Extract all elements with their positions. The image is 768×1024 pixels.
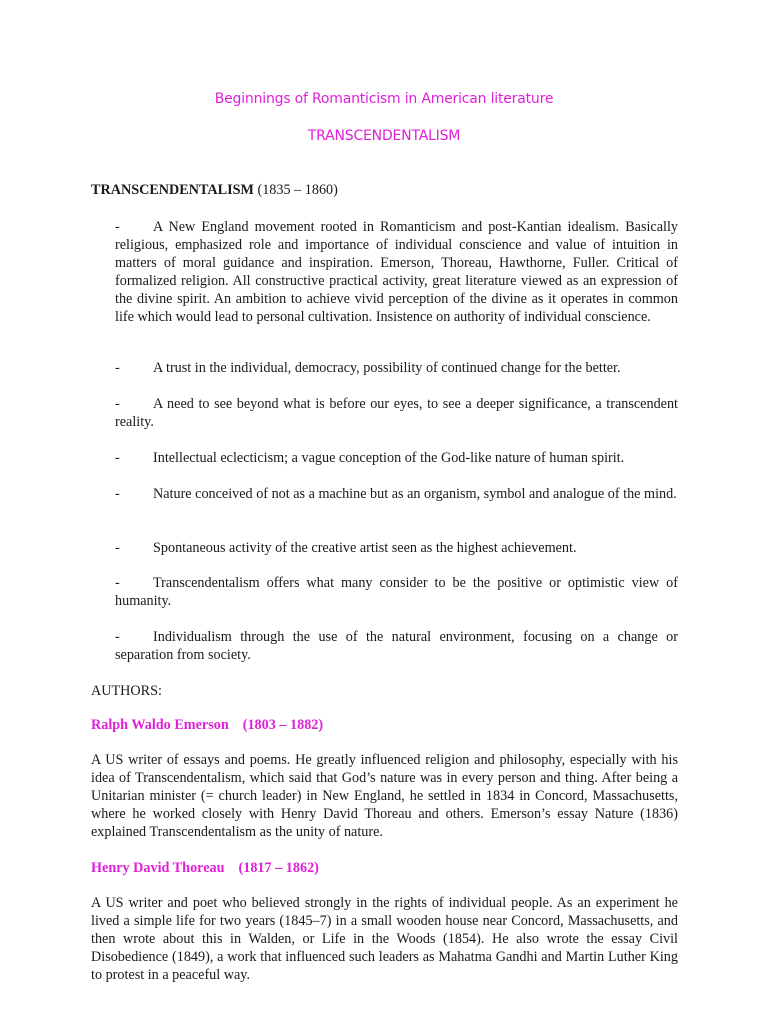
bullet-marker: - <box>115 575 120 591</box>
bullet-marker: - <box>115 486 120 502</box>
author-name-emerson <box>91 717 323 734</box>
section-dates: (1835 – 1860) <box>257 182 338 198</box>
document-title: Beginnings of Romanticism in American literature <box>214 91 554 107</box>
bullet-text: Intellectual eclecticism; a vague conception of the God-like nature of human spirit. <box>153 450 625 466</box>
author-dates: (1803 – 1882) <box>242 717 324 733</box>
section-term: TRANSCENDENTALISM <box>91 182 254 198</box>
bullet-item <box>115 219 678 326</box>
bullet-text: Spontaneous activity of the creative artist seen as the highest achievement. <box>153 540 577 556</box>
bullet-item <box>115 396 678 432</box>
bullet-item <box>115 450 678 468</box>
authors-label: AUTHORS: <box>91 683 162 699</box>
bullet-text: Nature conceived of not as a machine but as an organism, symbol and analogue of the mind. <box>153 486 677 502</box>
bullet-marker: - <box>115 629 120 645</box>
bullet-item <box>115 540 678 558</box>
author-name-thoreau <box>91 860 319 877</box>
bullet-marker: - <box>115 450 120 466</box>
bullet-text: A need to see beyond what is before our eyes, to see a deeper significance, a transcendent reality. <box>115 396 678 430</box>
document-subtitle: TRANSCENDENTALISM <box>307 128 461 144</box>
bullet-text: A trust in the individual, democracy, possibility of continued change for the better. <box>153 360 621 376</box>
author-bio-emerson: A US writer of essays and poems. He greatly influenced religion and philosophy, especially with his idea of Transcendentalism, which said that God’s nature was in every person and thing. After being a Unitarian minister (= church leader) in New England, he settled in 1834 in Concord, Massachusetts, where he worked closely with Henry David Thoreau and others. Emerson’s essay Nature (1836) explained Transcendentalism as the unity of nature. <box>91 752 678 840</box>
bullet-item <box>115 486 678 504</box>
author-name-text: Henry David Thoreau <box>91 860 225 876</box>
bullet-marker: - <box>115 219 120 235</box>
bullet-text: Individualism through the use of the natural environment, focusing on a change or separation from society. <box>115 629 678 663</box>
bullet-text: A New England movement rooted in Romanticism and post-Kantian idealism. Basically religious, emphasized role and importance of individual conscience and value of intuition in matters of moral guidance and inspiration. Emerson, Thoreau, Hawthorne, Fuller. Critical of formalized religion. All constructive practical activity, great literature viewed as an expression of the divine spirit. An ambition to achieve vivid perception of the divine as it operates in common life which would lead to personal cultivation. Insistence on authority of individual conscience. <box>115 219 678 325</box>
bullet-item <box>115 629 678 665</box>
bullet-item <box>115 360 678 378</box>
bullet-marker: - <box>115 360 120 376</box>
bullet-marker: - <box>115 396 120 412</box>
bullet-item <box>115 575 678 611</box>
bullet-marker: - <box>115 540 120 556</box>
bullet-text: Transcendentalism offers what many consider to be the positive or optimistic view of humanity. <box>115 575 678 609</box>
author-name-text: Ralph Waldo Emerson <box>91 717 229 733</box>
author-bio-thoreau: A US writer and poet who believed strongly in the rights of individual people. As an experiment he lived a simple life for two years (1845–7) in a small wooden house near Concord, Massachusetts, and then wrote about this in Walden, or Life in the Woods (1854). He also wrote the essay Civil Disobedience (1849), a work that influenced such leaders as Mahatma Gandhi and Martin Luther King to protest in a peaceful way. <box>91 895 678 983</box>
author-dates: (1817 – 1862) <box>238 860 319 876</box>
section-heading <box>91 182 678 200</box>
